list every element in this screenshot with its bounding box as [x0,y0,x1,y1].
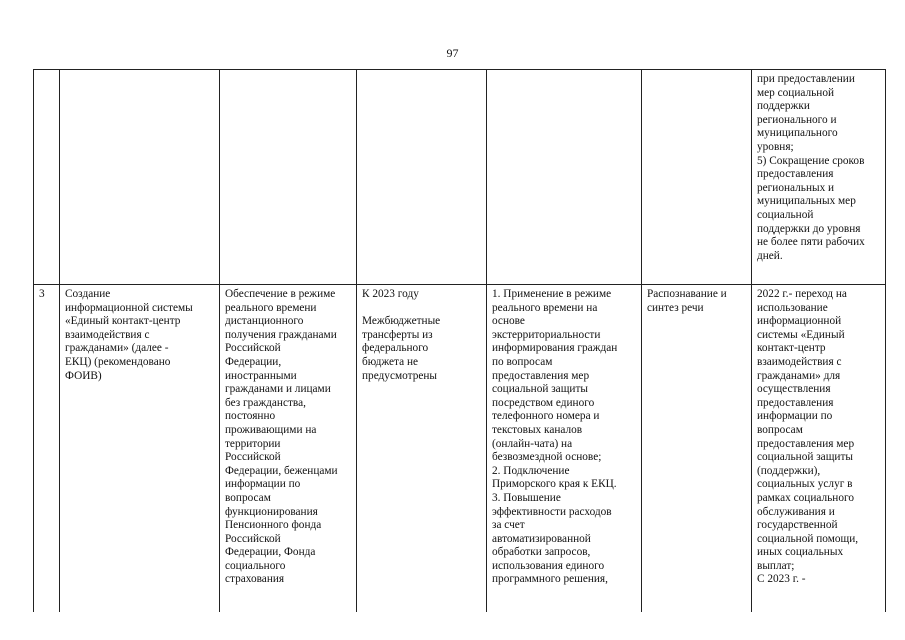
cell-effect [487,70,642,285]
cell-term [357,285,487,613]
table-row-continued [34,70,886,285]
cell-result: 2022 г.- переход на использование информационной системы «Единый контакт-центр взаимодействия с гражданами» для осуществления предоставления информации по вопросам предоставления мер социальной защиты (поддержки), социальных услуг в рамках социального обслуживания и государственной социальной помощи, иных социальных выплат; С 2023 г. - [752,285,886,613]
page-number: 97 [446,46,459,60]
cell-number [34,70,60,285]
cell-effect: 1. Применение в режиме реального времени на основе экстерриториальности информирования граждан по вопросам предоставления мер социальной защиты посредством единого телефонного номера и текстовых каналов (онлайн-чата) на безвозмездной основе; 2. Подключение Приморского края к ЕКЦ. 3. Повышение эффективности расходов за счет автоматизированной обработки запросов, использования единого программного решения, [487,285,642,613]
cell-technology: Распознавание и синтез речи [642,285,752,613]
cell-name [60,70,220,285]
term-text: К 2023 году [362,288,419,300]
measures-table [33,69,886,612]
cell-goal [220,70,357,285]
cell-term [357,70,487,285]
table-row-3 [34,285,886,613]
cell-result: при предоставлении мер социальной поддержки регионального и муниципального уровня; 5) Сокращение сроков предоставления региональных и муниципальных мер социальной поддержки до уровня не более пяти рабочих дней. [752,70,886,285]
cell-technology [642,70,752,285]
funding-text: Межбюджетные трансферты из федерального бюджета не предусмотрены [362,315,441,382]
cell-goal: Обеспечение в режиме реального времени дистанционного получения гражданами Российской Федерации, иностранными гражданами и лицами без гражданства, постоянно проживающими на территории Российской Федерации, беженцами информации по вопросам функционирования Пенсионного фонда Российской Федерации, Фонда социального страхования [220,285,357,613]
cell-name: Создание информационной системы «Единый контакт-центр взаимодействия с гражданами» (далее - ЕКЦ) (рекомендовано ФОИВ) [60,285,220,613]
cell-number: 3 [34,285,60,613]
